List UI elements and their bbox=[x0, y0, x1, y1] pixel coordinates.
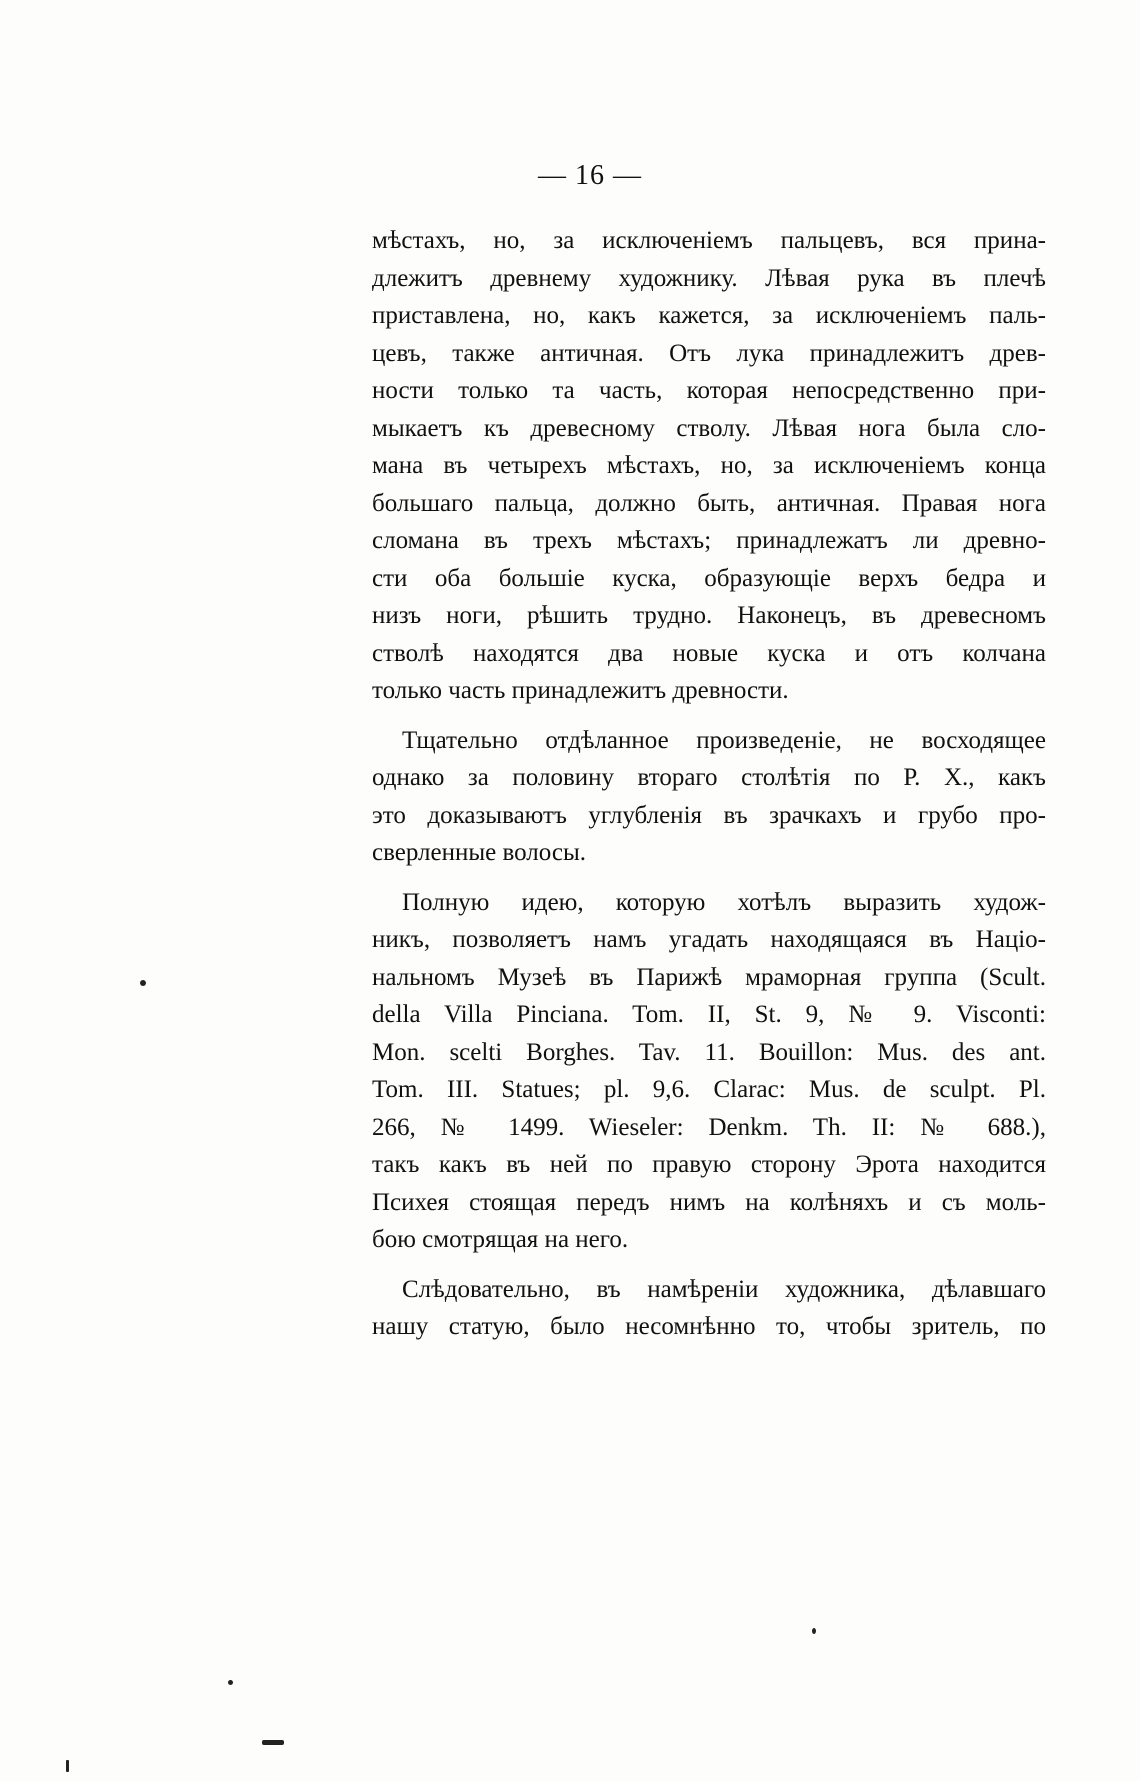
text-line: 266, № 1499. Wieseler: Denkm. Th. II: № 688.), bbox=[372, 1113, 1046, 1141]
scan-speck bbox=[228, 1680, 233, 1685]
text-line: Слѣдовательно, въ намѣреніи художника, дѣлавшаго bbox=[402, 1275, 1046, 1303]
text-line: это доказываютъ углубленія въ зрачкахъ и грубо про- bbox=[372, 801, 1046, 829]
text-line: мыкаетъ къ древесному стволу. Лѣвая нога была сло- bbox=[372, 414, 1046, 442]
paragraph-3 bbox=[372, 884, 1046, 1259]
scan-speck bbox=[66, 1760, 69, 1772]
text-line: сломана въ трехъ мѣстахъ; принадлежатъ ли древно- bbox=[372, 527, 1046, 554]
text-line: сверленные волосы. bbox=[372, 839, 587, 866]
text-line: такъ какъ въ ней по правую сторону Эрота находится bbox=[372, 1151, 1046, 1178]
paragraph-2 bbox=[372, 722, 1046, 872]
body-text bbox=[372, 222, 1046, 1346]
text-line: никъ, позволяетъ намъ угадать находящаяся въ Націо- bbox=[372, 926, 1046, 953]
text-line: нальномъ Музеѣ въ Парижѣ мраморная группа (Scult. bbox=[372, 963, 1046, 991]
text-line: della Villa Pinciana. Tom. II, St. 9, № 9. Visconti: bbox=[372, 1001, 1046, 1028]
text-line: большаго пальца, должно быть, античная. Правая нога bbox=[372, 489, 1046, 517]
text-line: цевъ, также античная. Отъ лука принадлежитъ древ- bbox=[372, 339, 1046, 367]
text-line: низъ ноги, рѣшить трудно. Наконецъ, въ древесномъ bbox=[372, 602, 1046, 629]
text-line: однако за половину втораго столѣтія по Р. Х., какъ bbox=[372, 764, 1046, 791]
text-line: нашу статую, было несомнѣнно то, чтобы зритель, по bbox=[372, 1313, 1046, 1340]
paragraph-1 bbox=[372, 222, 1046, 710]
text-line: приставлена, но, какъ кажется, за исключеніемъ паль- bbox=[372, 302, 1046, 329]
text-line: бою смотрящая на него. bbox=[372, 1226, 629, 1253]
text-line: мана въ четырехъ мѣстахъ, но, за исключеніемъ конца bbox=[372, 452, 1046, 479]
page-number: — 16 — bbox=[538, 160, 642, 191]
text-line: стволѣ находятся два новые куска и отъ колчана bbox=[372, 639, 1046, 667]
text-line: Tom. III. Statues; pl. 9,6. Clarac: Mus. de sculpt. Pl. bbox=[372, 1076, 1046, 1103]
text-line: Тщательно отдѣланное произведеніе, не восходящее bbox=[402, 726, 1046, 754]
text-line: мѣстахъ, но, за исключеніемъ пальцевъ, вся прина- bbox=[372, 227, 1046, 254]
text-line: Mon. scelti Borghes. Tav. 11. Bouillon: Mus. des ant. bbox=[372, 1038, 1046, 1066]
text-line: Психея стоящая передъ нимъ на колѣняхъ и съ моль- bbox=[372, 1188, 1046, 1216]
text-line: ности только та часть, которая непосредственно при- bbox=[372, 377, 1046, 404]
text-line: сти оба большіе куска, образующіе верхъ бедра и bbox=[372, 564, 1046, 592]
scan-speck bbox=[262, 1740, 284, 1745]
scan-speck bbox=[140, 980, 146, 986]
text-line: длежитъ древнему художнику. Лѣвая рука въ плечѣ bbox=[372, 264, 1046, 292]
paragraph-4 bbox=[372, 1271, 1046, 1346]
scan-speck bbox=[812, 1628, 816, 1634]
text-line: только часть принадлежитъ древности. bbox=[372, 677, 789, 704]
text-line: Полную идею, которую хотѣлъ выразить худож- bbox=[402, 888, 1046, 916]
